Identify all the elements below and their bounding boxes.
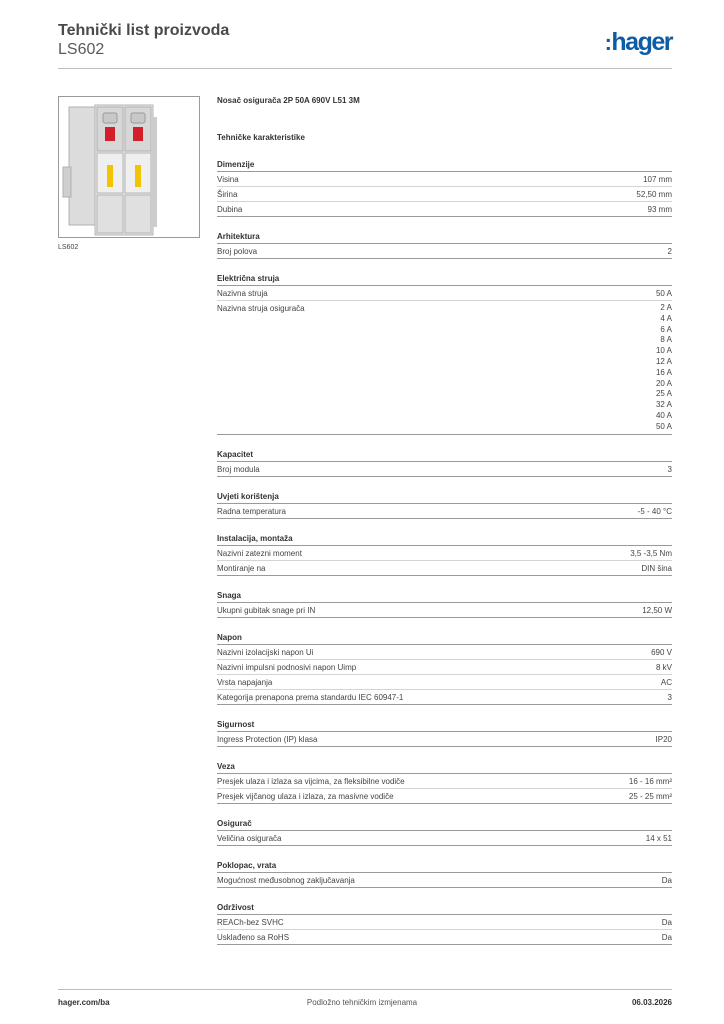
- spec-row-vrsta-napajanja: [217, 675, 672, 690]
- spec-label: Visina: [217, 175, 239, 184]
- section-struja-title: Električna struja: [217, 273, 672, 286]
- spec-value: 3: [667, 692, 672, 702]
- product-image: [58, 96, 200, 238]
- spec-label: Broj polova: [217, 247, 258, 256]
- footer-divider: [58, 989, 672, 990]
- spec-value: -5 - 40 °C: [637, 506, 672, 516]
- spec-row-reach: [217, 915, 672, 930]
- spec-row-rohs: [217, 930, 672, 945]
- rating-value: 12 A: [655, 356, 672, 366]
- spec-label: Ingress Protection (IP) klasa: [217, 734, 318, 744]
- spec-row-zatezni-moment: [217, 546, 672, 561]
- spec-value: 93 mm: [647, 205, 672, 214]
- section-veza-title: Veza: [217, 761, 672, 774]
- spec-label: Nazivna struja: [217, 289, 268, 298]
- spec-row-broj-polova: [217, 244, 672, 259]
- spec-row-gubitak-snage: [217, 603, 672, 618]
- product-image-caption: LS602: [58, 244, 79, 251]
- spec-row-ip-klasa: [217, 732, 672, 747]
- rating-value: 20 A: [655, 378, 672, 388]
- specifications: [217, 96, 672, 945]
- hager-logo[interactable]: [605, 28, 672, 57]
- footer-note: Podložno tehničkim izmjenama: [306, 998, 418, 1007]
- document-title: Tehnički list proizvoda: [58, 22, 230, 39]
- spec-label: Širina: [217, 190, 238, 199]
- spec-value: 3: [667, 464, 672, 474]
- spec-value: IP20: [655, 734, 672, 744]
- section-instalacija-title: Instalacija, montaža: [217, 533, 672, 546]
- footer-website-link[interactable]: hager.com/ba: [58, 998, 110, 1007]
- spec-row-impulsni-napon: [217, 660, 672, 675]
- spec-label: Presjek vijčanog ulaza i izlaza, za masivne vodiče: [217, 791, 394, 801]
- rating-value: 40 A: [655, 410, 672, 420]
- spec-label: Kategorija prenapona prema standardu IEC 60947-1: [217, 692, 404, 702]
- spec-value: 12,50 W: [642, 605, 672, 615]
- section-arhitektura-title: Arhitektura: [217, 231, 672, 244]
- spec-value: Da: [661, 875, 672, 885]
- spec-row-izolacijski-napon: [217, 645, 672, 660]
- fuse-holder-image: [59, 97, 199, 237]
- spec-value: 16 - 16 mm²: [628, 776, 672, 786]
- spec-row-visina: [217, 172, 672, 187]
- section-snaga-title: Snaga: [217, 590, 672, 603]
- spec-label: Veličina osigurača: [217, 833, 282, 843]
- spec-label: Dubina: [217, 205, 243, 214]
- product-code: LS602: [58, 41, 105, 58]
- specs-heading: Tehničke karakteristike: [217, 133, 305, 142]
- rating-value: 2 A: [660, 303, 672, 312]
- section-kapacitet-title: Kapacitet: [217, 449, 672, 462]
- spec-value: Da: [661, 917, 672, 927]
- logo-colon: :: [604, 30, 611, 55]
- page-header: [58, 20, 672, 70]
- section-osigurac-title: Osigurač: [217, 818, 672, 831]
- section-uvjeti-title: Uvjeti korištenja: [217, 491, 672, 504]
- section-odrzivost-title: Održivost: [217, 902, 672, 915]
- header-divider: [58, 68, 672, 69]
- spec-row-dubina: [217, 202, 672, 217]
- spec-row-presjek-fleksibilni: [217, 774, 672, 789]
- footer-date: 06.03.2026: [631, 998, 672, 1007]
- spec-value: DIN šina: [641, 563, 672, 573]
- spec-label: Nazivni impulsni podnosivi napon Uimp: [217, 662, 357, 672]
- spec-value: 52,50 mm: [636, 190, 672, 199]
- spec-value: 107 mm: [643, 175, 672, 184]
- spec-value-list: [656, 303, 672, 433]
- spec-row-montiranje: [217, 561, 672, 576]
- spec-label: Ukupni gubitak snage pri IN: [217, 605, 316, 615]
- rating-value: 6 A: [660, 324, 672, 334]
- rating-value: 32 A: [655, 400, 672, 410]
- spec-label: Usklađeno sa RoHS: [217, 932, 290, 942]
- spec-row-kategorija-prenapona: [217, 690, 672, 705]
- spec-label: Montiranje na: [217, 563, 266, 573]
- spec-row-zakljucavanje: [217, 873, 672, 888]
- logo-text: hager: [611, 28, 672, 56]
- spec-value: 14 x 51: [645, 833, 672, 843]
- spec-row-nazivna-struja-osiguraca: [217, 301, 672, 435]
- rating-value: 50 A: [655, 421, 672, 431]
- spec-value: 690 V: [651, 647, 672, 657]
- spec-value: AC: [660, 677, 672, 687]
- spec-value: 25 - 25 mm²: [628, 791, 672, 801]
- spec-row-broj-modula: [217, 462, 672, 477]
- spec-row-radna-temperatura: [217, 504, 672, 519]
- spec-value: 8 kV: [655, 662, 672, 672]
- spec-value: 3,5 -3,5 Nm: [630, 548, 672, 558]
- section-poklopac-title: Poklopac, vrata: [217, 860, 672, 873]
- spec-row-velicina-osiguraca: [217, 831, 672, 846]
- spec-row-sirina: [217, 187, 672, 202]
- rating-value: 10 A: [655, 346, 672, 356]
- spec-value: 50 A: [655, 289, 672, 298]
- spec-value: 2: [667, 247, 672, 256]
- section-napon-title: Napon: [217, 632, 672, 645]
- rating-value: 25 A: [655, 389, 672, 399]
- spec-label: Nazivni zatezni moment: [217, 548, 302, 558]
- spec-label: Presjek ulaza i izlaza sa vijcima, za fleksibilne vodiče: [217, 776, 405, 786]
- spec-row-nazivna-struja: [217, 286, 672, 301]
- spec-label: Mogućnost međusobnog zaključavanja: [217, 875, 355, 885]
- spec-label: Nazivna struja osigurača: [217, 304, 305, 313]
- section-dimenzije-title: Dimenzije: [217, 159, 672, 172]
- spec-label: Nazivni izolacijski napon Ui: [217, 647, 314, 657]
- section-sigurnost-title: Sigurnost: [217, 719, 672, 732]
- rating-value: 4 A: [660, 313, 672, 323]
- spec-row-presjek-masivni: [217, 789, 672, 804]
- rating-value: 16 A: [655, 367, 672, 377]
- product-name: Nosač osigurača 2P 50A 690V L51 3M: [217, 96, 360, 105]
- spec-label: Broj modula: [217, 464, 260, 474]
- spec-label: REACh-bez SVHC: [217, 917, 284, 927]
- spec-label: Radna temperatura: [217, 506, 286, 516]
- spec-label: Vrsta napajanja: [217, 677, 273, 687]
- rating-value: 8 A: [660, 335, 672, 345]
- spec-value: Da: [661, 932, 672, 942]
